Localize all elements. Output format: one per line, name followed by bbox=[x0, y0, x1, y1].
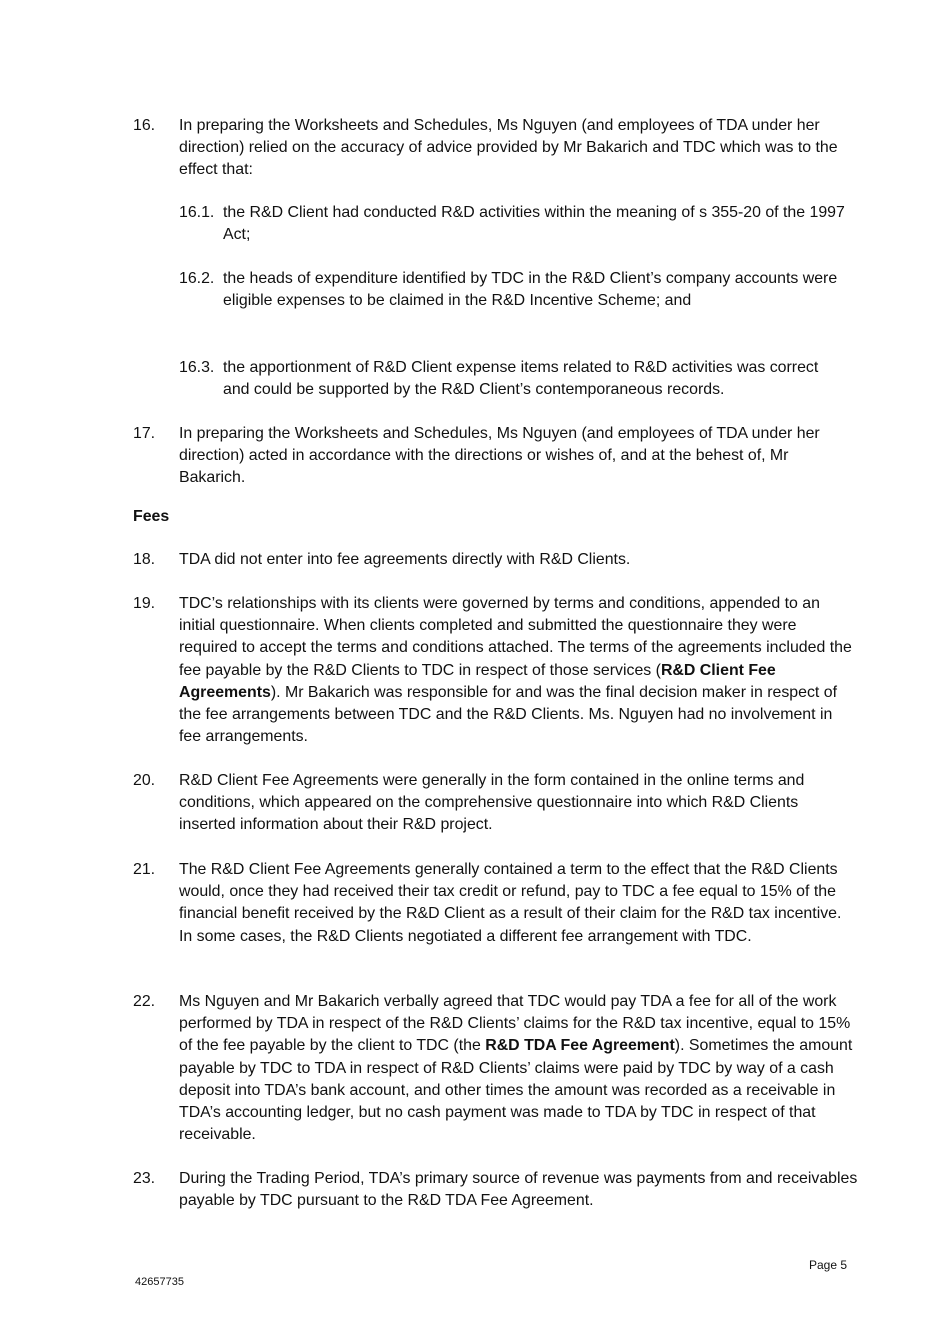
paragraph-16 bbox=[133, 115, 858, 182]
defined-term: R&D Client Fee Agreements bbox=[179, 661, 776, 701]
paragraph-number: 19. bbox=[133, 595, 156, 612]
paragraph-text: The R&D Client Fee Agreements generally contained a term to the effect that the R&D Clients would, once they had received their tax credit or refund, pay to TDC a fee equal to 15% of the financial benefit received by the R&D Client as a result of their claim for the R&D tax incentive. In some cases, the R&D Clients negotiated a different fee arrangement with TDC. bbox=[179, 861, 842, 945]
subparagraph-16-1 bbox=[179, 202, 849, 246]
paragraph-text-end: ). Sometimes the amount payable by TDC to TDA in respect of R&D Clients’ claims were paid by TDC by way of a cash deposit into TDA’s bank account, and other times the amount was recorded as a receivable in TDA’s accounting ledger, but no cash payment was made to TDA by TDC in respect of that receivable. bbox=[179, 1037, 853, 1144]
paragraph-text-end: ). Mr Bakarich was responsible for and was the final decision maker in respect of the fee arrangements between TDC and the R&D Clients. Ms. Nguyen had no involvement in fee arrangements. bbox=[179, 683, 837, 746]
subparagraph-number: 16.3. bbox=[179, 359, 215, 376]
paragraph-text: In preparing the Worksheets and Schedules, Ms Nguyen (and employees of TDA under her direction) acted in accordance with the directions or wishes of, and at the behest of, Mr Bakarich. bbox=[179, 425, 820, 487]
paragraph-text: R&D Client Fee Agreements were generally in the form contained in the online terms and conditions, which appeared on the comprehensive questionnaire into which R&D Clients inserted information about their R&D project. bbox=[179, 772, 805, 834]
paragraph-text bbox=[179, 593, 858, 748]
subparagraph-text: the apportionment of R&D Client expense items related to R&D activities was correct and could be supported by the R&D Client’s contemporaneous records. bbox=[223, 359, 819, 399]
page-number: Page 5 bbox=[809, 1258, 848, 1272]
paragraph-20 bbox=[133, 770, 858, 837]
paragraph-18 bbox=[133, 549, 858, 571]
subparagraph-number: 16.1. bbox=[179, 204, 215, 221]
paragraph-22 bbox=[133, 991, 858, 1146]
paragraph-text-start: TDC’s relationships with its clients were governed by terms and conditions, appended to an initial questionnaire. When clients completed and submitted the questionnaire they were required to accept the terms and conditions attached. The terms of the agreements included the fee payable by the R&D Clients to TDC in respect of those services ( bbox=[179, 595, 852, 679]
subparagraph-16-3 bbox=[179, 357, 849, 401]
paragraph-number: 23. bbox=[133, 1170, 156, 1187]
subparagraph-number: 16.2. bbox=[179, 270, 215, 287]
paragraph-number: 16. bbox=[133, 117, 156, 134]
subparagraph-text: the R&D Client had conducted R&D activities within the meaning of s 355-20 of the 1997 Act; bbox=[223, 204, 845, 244]
paragraph-text-start: Ms Nguyen and Mr Bakarich verbally agreed that TDC would pay TDA a fee for all of the work performed by TDA in respect of the R&D Clients’ claims for the R&D tax incentive, equal to 15% of the fee payable by the client to TDC (the bbox=[179, 993, 851, 1055]
paragraph-19 bbox=[133, 593, 858, 748]
paragraph-number: 20. bbox=[133, 772, 156, 789]
paragraph-text: During the Trading Period, TDA’s primary source of revenue was payments from and receivables payable by TDC pursuant to the R&D TDA Fee Agreement. bbox=[179, 1170, 858, 1210]
paragraph-text: TDA did not enter into fee agreements directly with R&D Clients. bbox=[179, 551, 631, 568]
paragraph-number: 17. bbox=[133, 425, 156, 442]
paragraph-21 bbox=[133, 859, 858, 948]
paragraph-number: 21. bbox=[133, 861, 156, 878]
paragraph-number: 22. bbox=[133, 993, 156, 1010]
paragraph-text: In preparing the Worksheets and Schedules, Ms Nguyen (and employees of TDA under her direction) relied on the accuracy of advice provided by Mr Bakarich and TDC which was to the effect that: bbox=[179, 117, 838, 179]
document-id: 42657735 bbox=[135, 1276, 184, 1288]
paragraph-23 bbox=[133, 1168, 858, 1212]
section-heading-fees: Fees bbox=[133, 508, 170, 525]
paragraph-number: 18. bbox=[133, 551, 156, 568]
defined-term: R&D TDA Fee Agreement bbox=[485, 1037, 675, 1055]
paragraph-17 bbox=[133, 423, 858, 490]
paragraph-text bbox=[179, 991, 858, 1146]
subparagraph-16-2 bbox=[179, 268, 849, 312]
subparagraph-text: the heads of expenditure identified by TDC in the R&D Client’s company accounts were eligible expenses to be claimed in the R&D Incentive Scheme; and bbox=[223, 270, 838, 310]
